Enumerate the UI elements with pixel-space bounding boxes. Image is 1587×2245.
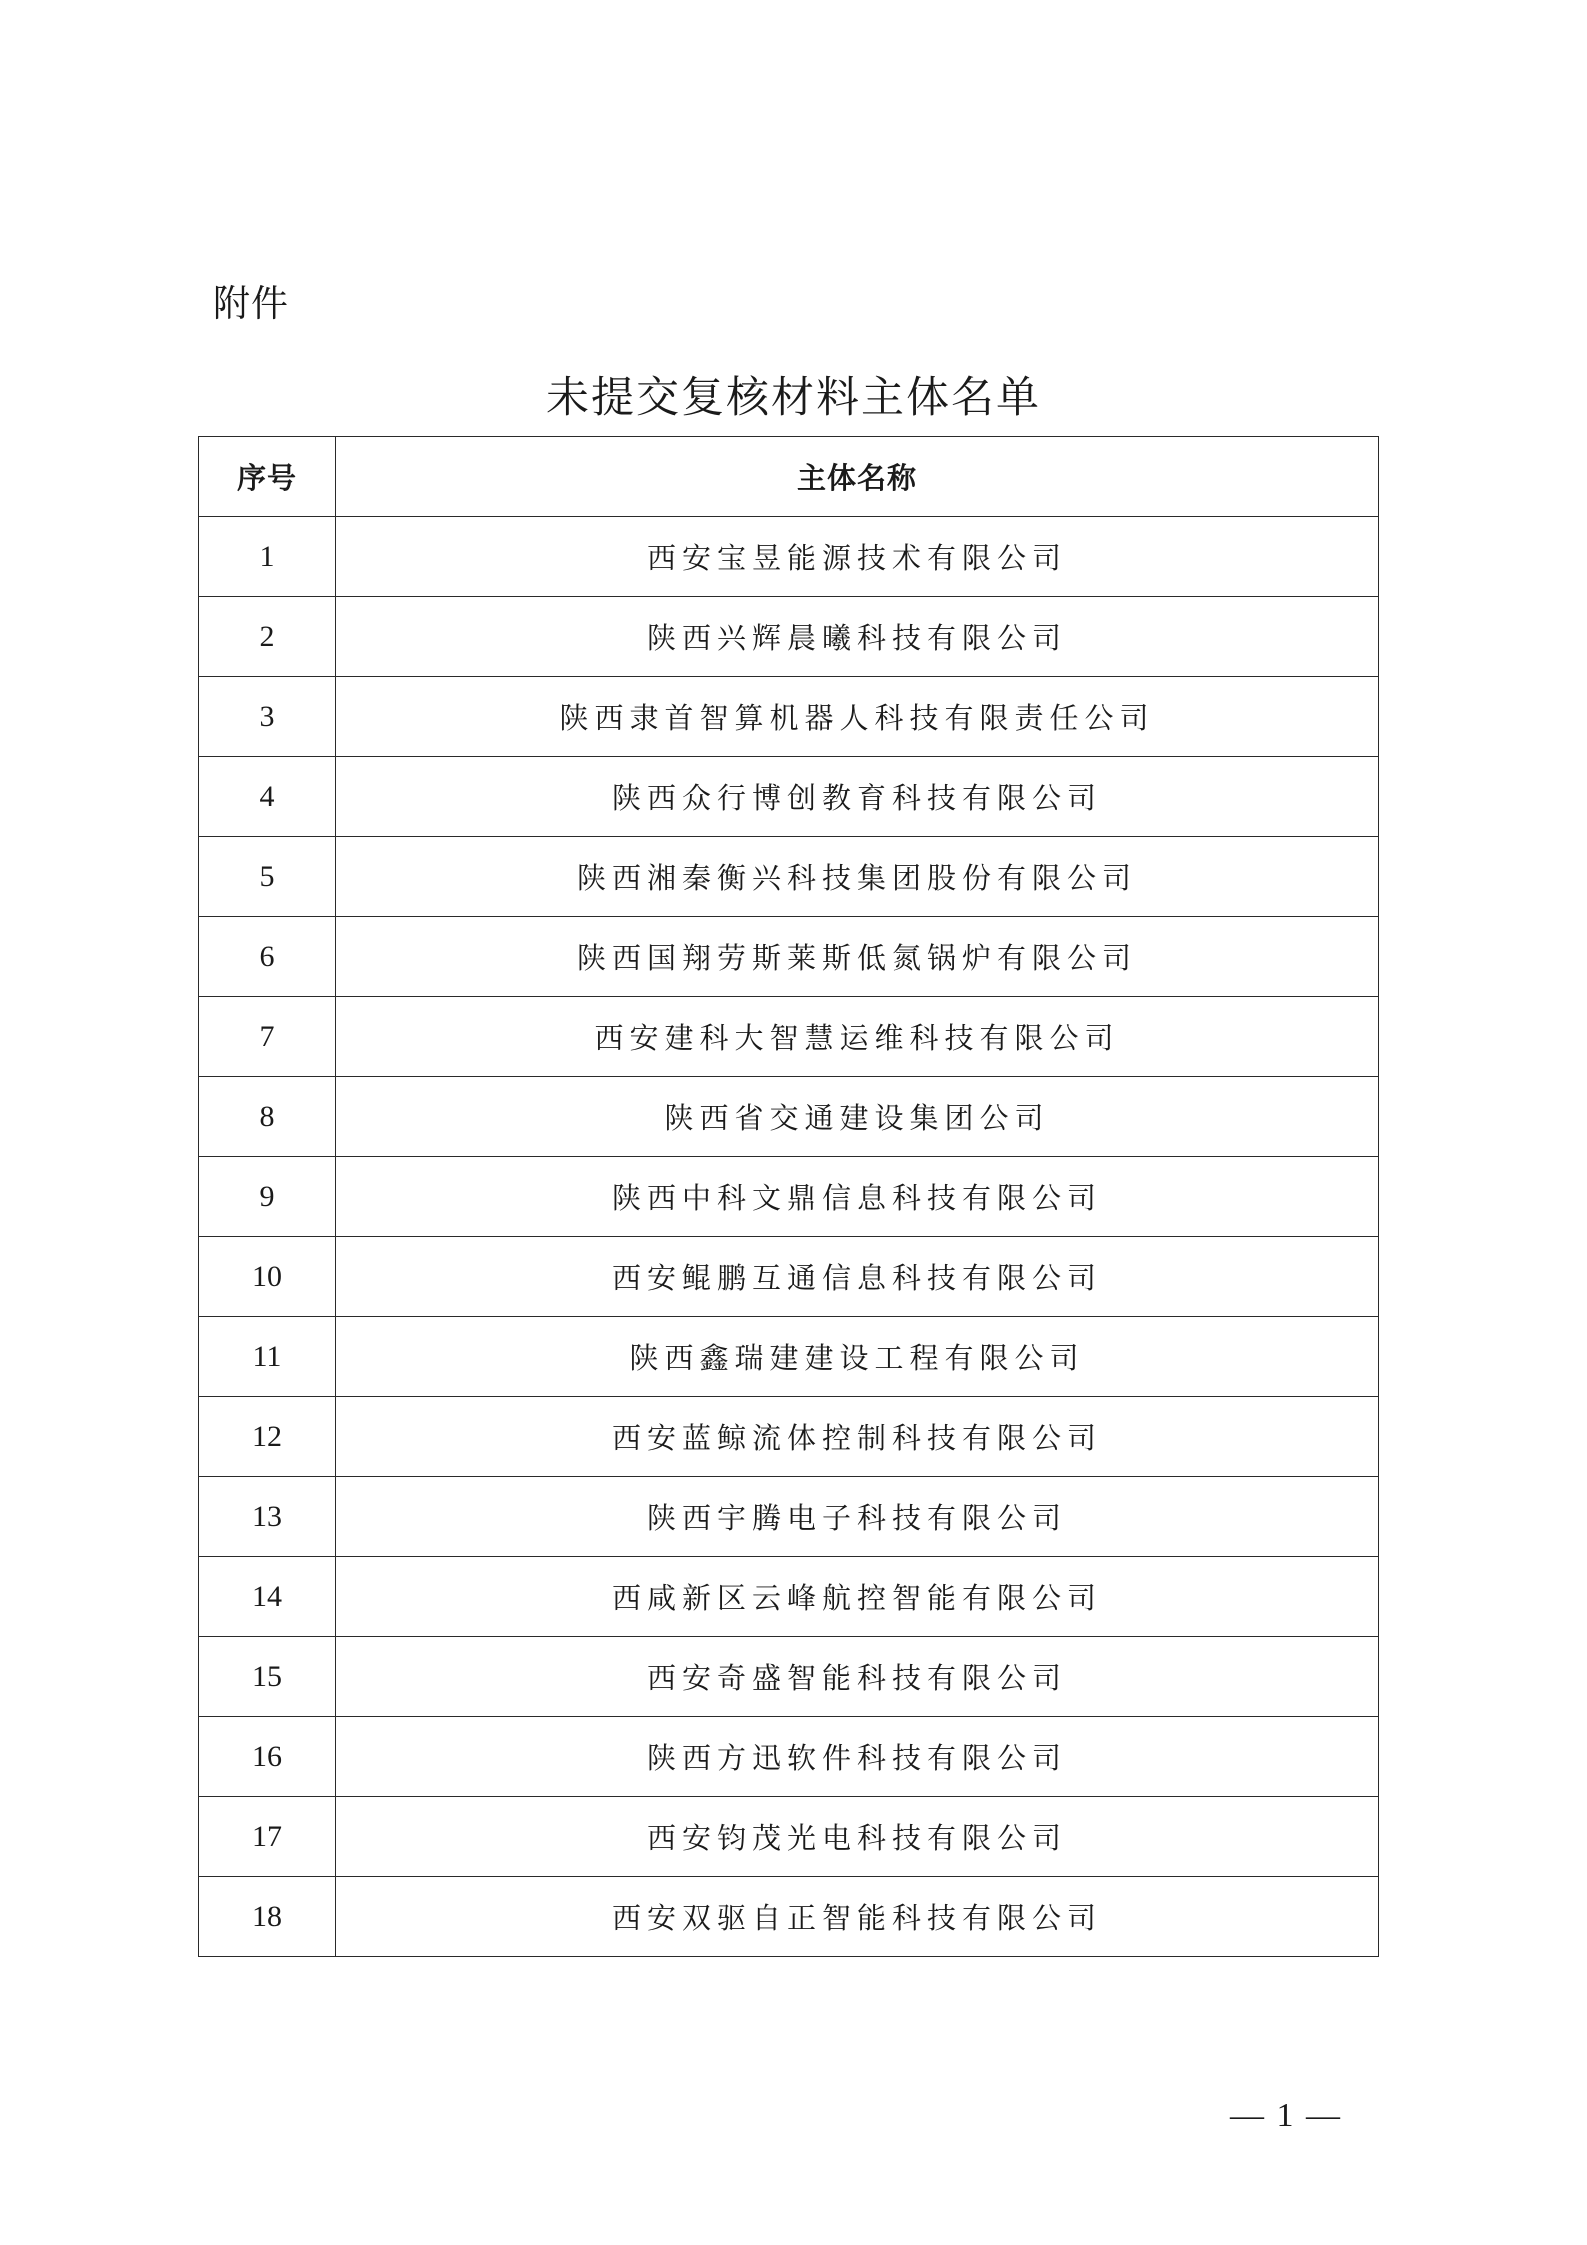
table-row bbox=[199, 1157, 1379, 1237]
row-entity-name: 西安蓝鲸流体控制科技有限公司 bbox=[336, 1397, 1379, 1477]
table-body bbox=[199, 517, 1379, 1957]
table-header-row bbox=[199, 437, 1379, 517]
table-row bbox=[199, 1717, 1379, 1797]
row-seq: 12 bbox=[199, 1397, 336, 1477]
row-entity-name: 陕西鑫瑞建建设工程有限公司 bbox=[336, 1317, 1379, 1397]
table-row bbox=[199, 1397, 1379, 1477]
row-seq: 1 bbox=[199, 517, 336, 597]
table-row bbox=[199, 597, 1379, 677]
row-seq: 10 bbox=[199, 1237, 336, 1317]
header-seq: 序号 bbox=[199, 437, 336, 517]
row-entity-name: 陕西众行博创教育科技有限公司 bbox=[336, 757, 1379, 837]
row-seq: 2 bbox=[199, 597, 336, 677]
row-entity-name: 陕西隶首智算机器人科技有限责任公司 bbox=[336, 677, 1379, 757]
table-row bbox=[199, 757, 1379, 837]
row-entity-name: 陕西宇腾电子科技有限公司 bbox=[336, 1477, 1379, 1557]
row-entity-name: 西咸新区云峰航控智能有限公司 bbox=[336, 1557, 1379, 1637]
table-row bbox=[199, 917, 1379, 997]
table-row bbox=[199, 1557, 1379, 1637]
row-entity-name: 西安建科大智慧运维科技有限公司 bbox=[336, 997, 1379, 1077]
row-seq: 16 bbox=[199, 1717, 336, 1797]
table-row bbox=[199, 517, 1379, 597]
attachment-label: 附件 bbox=[213, 282, 289, 325]
table-row bbox=[199, 997, 1379, 1077]
table-row bbox=[199, 1877, 1379, 1957]
row-seq: 7 bbox=[199, 997, 336, 1077]
row-seq: 14 bbox=[199, 1557, 336, 1637]
row-seq: 8 bbox=[199, 1077, 336, 1157]
row-seq: 9 bbox=[199, 1157, 336, 1237]
row-entity-name: 西安宝昱能源技术有限公司 bbox=[336, 517, 1379, 597]
table-row bbox=[199, 1317, 1379, 1397]
table-row bbox=[199, 1237, 1379, 1317]
row-seq: 15 bbox=[199, 1637, 336, 1717]
row-entity-name: 西安钧茂光电科技有限公司 bbox=[336, 1797, 1379, 1877]
row-seq: 17 bbox=[199, 1797, 336, 1877]
table-row bbox=[199, 1077, 1379, 1157]
document-title: 未提交复核材料主体名单 bbox=[546, 373, 1041, 423]
row-seq: 13 bbox=[199, 1477, 336, 1557]
row-entity-name: 陕西方迅软件科技有限公司 bbox=[336, 1717, 1379, 1797]
row-entity-name: 陕西省交通建设集团公司 bbox=[336, 1077, 1379, 1157]
row-entity-name: 西安鲲鹏互通信息科技有限公司 bbox=[336, 1237, 1379, 1317]
row-seq: 18 bbox=[199, 1877, 336, 1957]
row-entity-name: 陕西兴辉晨曦科技有限公司 bbox=[336, 597, 1379, 677]
row-entity-name: 陕西国翔劳斯莱斯低氮锅炉有限公司 bbox=[336, 917, 1379, 997]
row-seq: 4 bbox=[199, 757, 336, 837]
page-number: — 1 — bbox=[1230, 2097, 1342, 2134]
row-entity-name: 陕西湘秦衡兴科技集团股份有限公司 bbox=[336, 837, 1379, 917]
table-row bbox=[199, 1797, 1379, 1877]
row-entity-name: 西安奇盛智能科技有限公司 bbox=[336, 1637, 1379, 1717]
row-seq: 6 bbox=[199, 917, 336, 997]
entity-list-table bbox=[198, 436, 1379, 1957]
row-entity-name: 西安双驱自正智能科技有限公司 bbox=[336, 1877, 1379, 1957]
row-seq: 3 bbox=[199, 677, 336, 757]
header-name: 主体名称 bbox=[336, 437, 1379, 517]
table-row bbox=[199, 837, 1379, 917]
table-row bbox=[199, 677, 1379, 757]
table-row bbox=[199, 1477, 1379, 1557]
row-entity-name: 陕西中科文鼎信息科技有限公司 bbox=[336, 1157, 1379, 1237]
row-seq: 5 bbox=[199, 837, 336, 917]
row-seq: 11 bbox=[199, 1317, 336, 1397]
table-row bbox=[199, 1637, 1379, 1717]
